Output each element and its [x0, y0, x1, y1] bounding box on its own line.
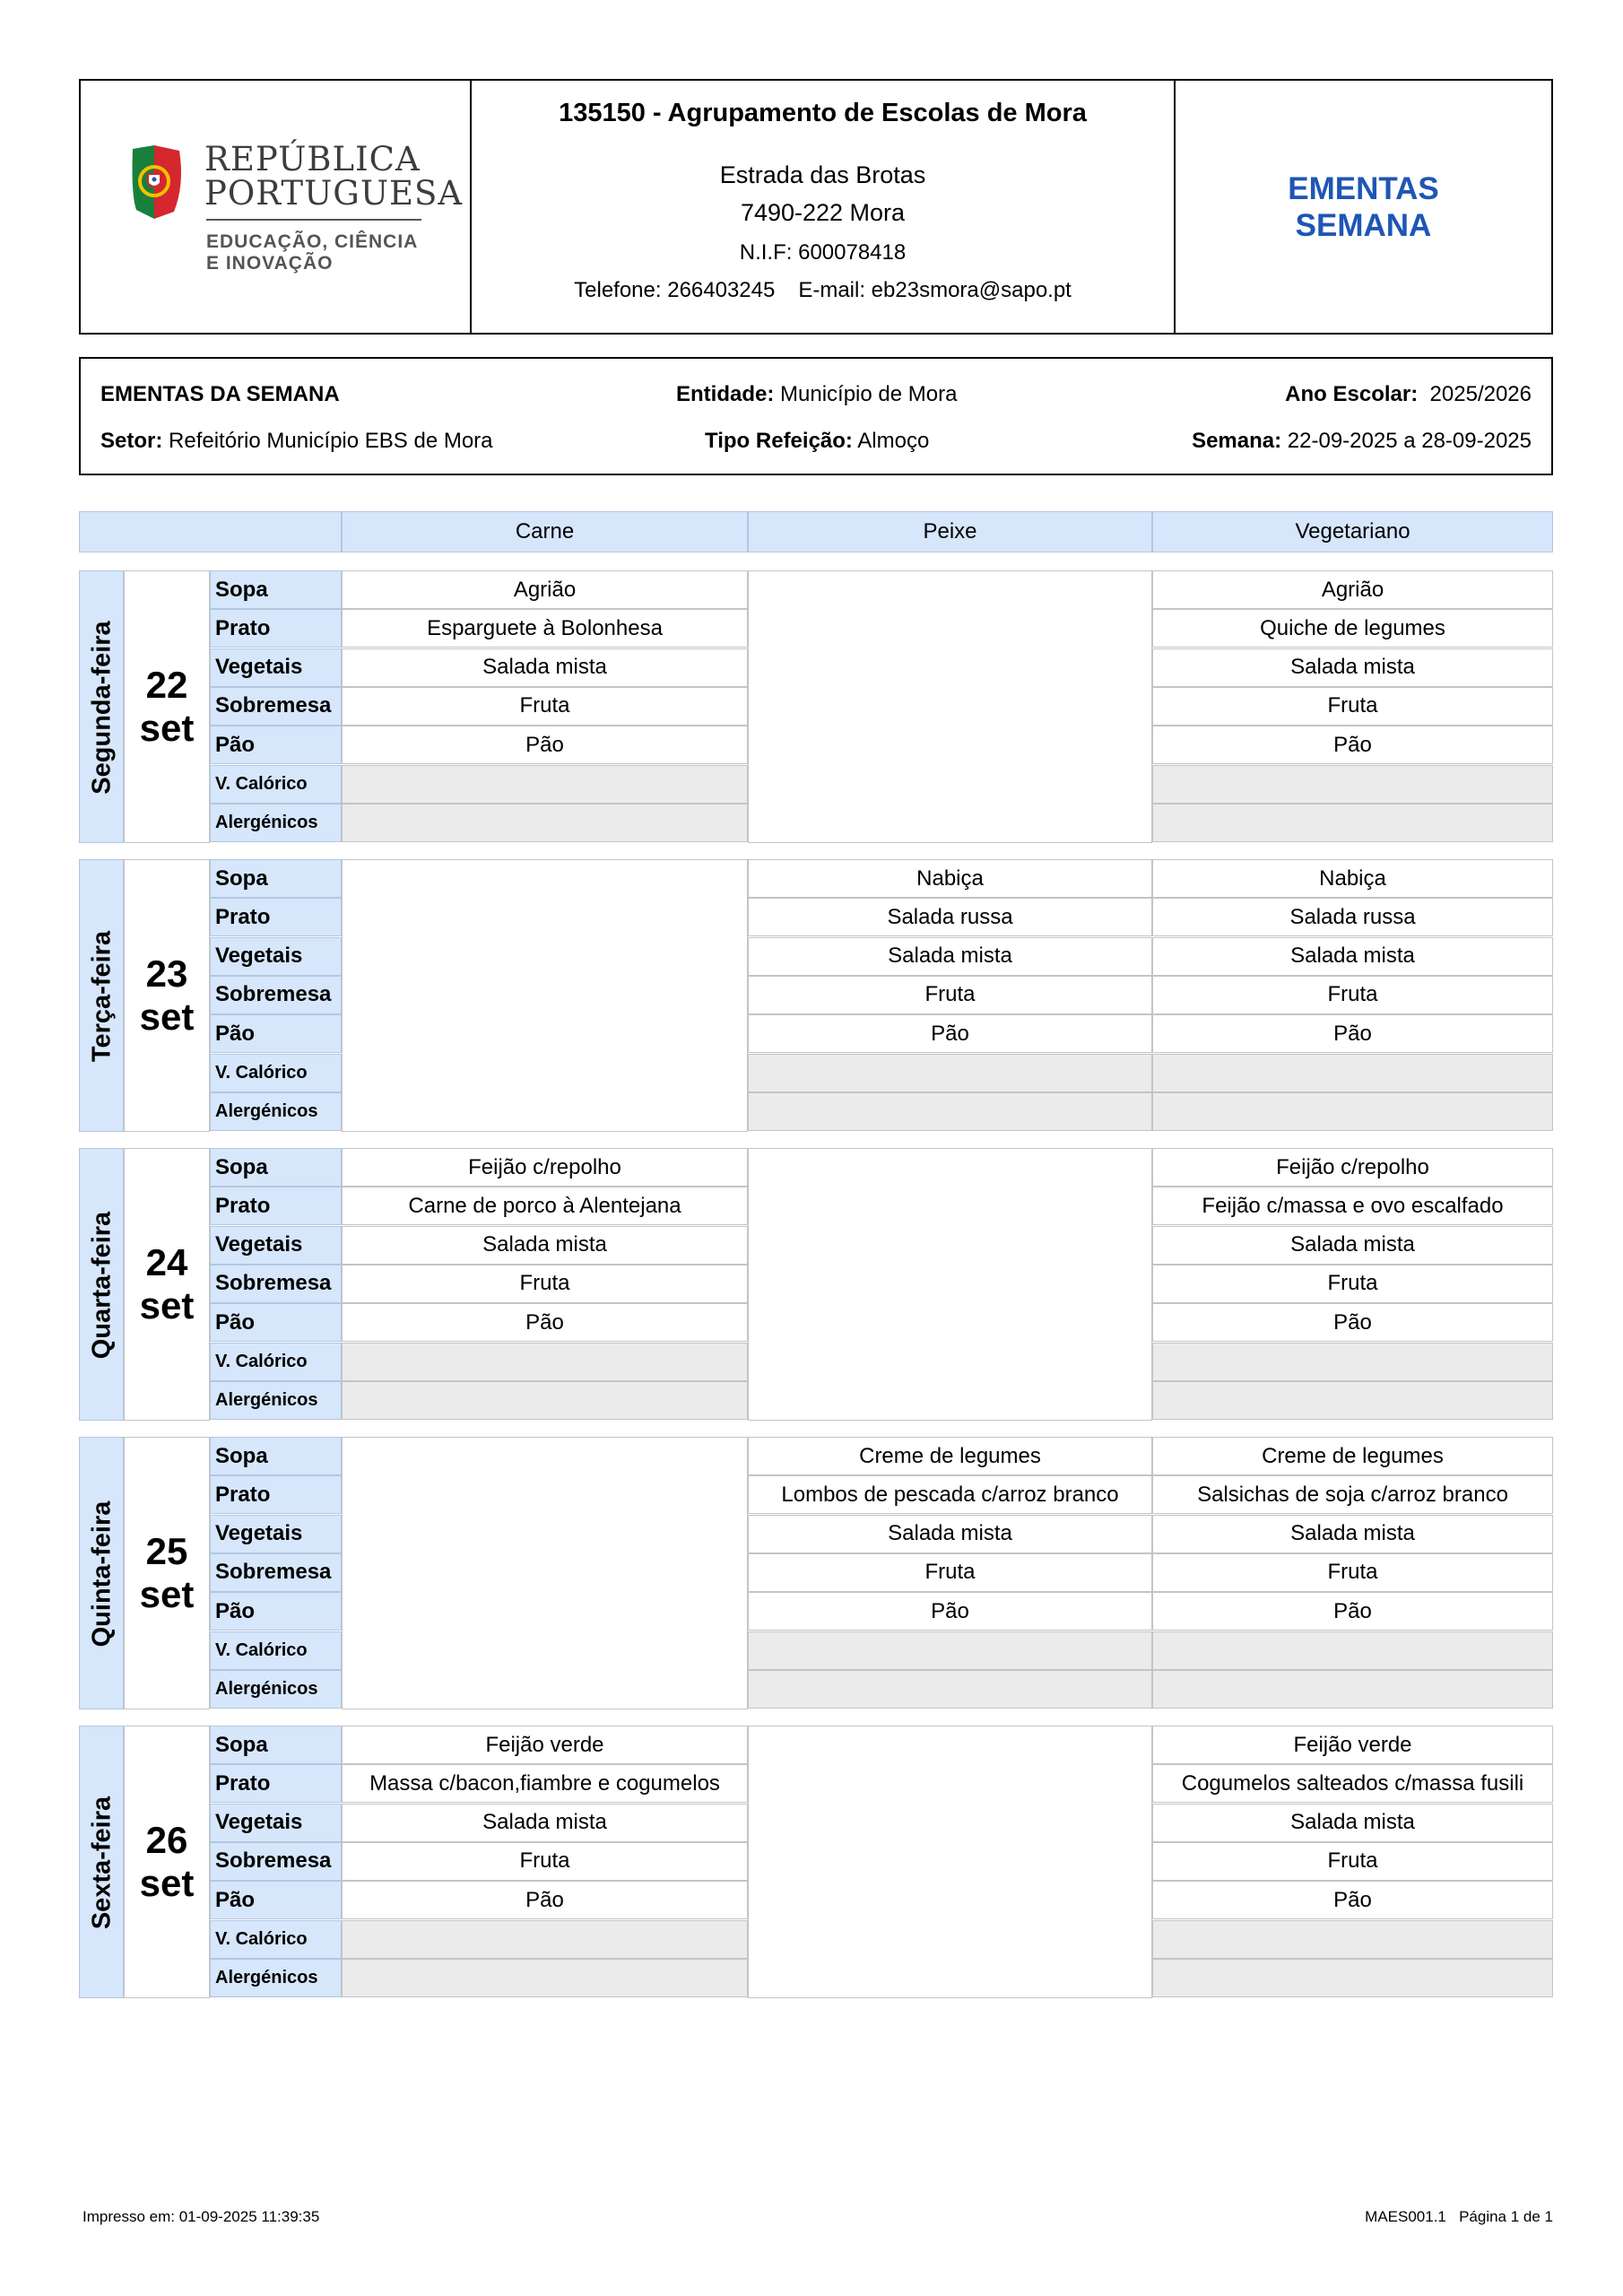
menu-cell-veg: Creme de legumes: [1152, 1437, 1553, 1475]
menu-cell-carne: Feijão c/repolho: [342, 1148, 748, 1187]
empty-menu-column: [748, 570, 1152, 843]
row-label: Sobremesa: [210, 1553, 342, 1592]
menu-cell-carne: Salada mista: [342, 1226, 748, 1265]
row-label: Sopa: [210, 1726, 342, 1764]
menu-cell-veg: Quiche de legumes: [1152, 609, 1553, 648]
row-label: Sopa: [210, 859, 342, 898]
row-label: Vegetais: [210, 1804, 342, 1842]
menu-cell-veg: [1152, 1054, 1553, 1092]
menu-cell-veg: Nabiça: [1152, 859, 1553, 898]
menu-cell-carne: [342, 1343, 748, 1381]
menu-cell-veg: Feijão c/repolho: [1152, 1148, 1553, 1187]
footer-code: MAES001.1: [1365, 2208, 1446, 2225]
day-name: Quarta-feira: [87, 1211, 117, 1360]
day-name: Sexta-feira: [87, 1796, 117, 1930]
day-block: [79, 859, 1553, 1132]
row-label: Prato: [210, 609, 342, 648]
menu-cell-peixe: Salada russa: [748, 898, 1152, 936]
logo-text-line3: EDUCAÇÃO, CIÊNCIA: [206, 231, 419, 252]
column-header-vegetariano: Vegetariano: [1152, 511, 1553, 552]
logo-text-line2: PORTUGUESA: [204, 174, 464, 213]
day-block: [79, 1148, 1553, 1421]
menu-cell-peixe: [748, 1631, 1152, 1670]
menu-cell-peixe: Salada mista: [748, 937, 1152, 976]
row-label: V. Calórico: [210, 1054, 342, 1092]
row-label: Prato: [210, 1187, 342, 1225]
footer-page: Página 1 de 1: [1459, 2208, 1553, 2225]
menu-cell-peixe: Pão: [748, 1014, 1152, 1053]
day-block: [79, 570, 1553, 843]
document-title: [1288, 170, 1439, 244]
row-label: Alergénicos: [210, 1670, 342, 1709]
menu-cell-veg: Pão: [1152, 726, 1553, 764]
day-month: set: [139, 707, 195, 749]
menu-cell-veg: Fruta: [1152, 976, 1553, 1014]
column-header-blank: [79, 511, 342, 552]
day-month: set: [139, 1573, 195, 1615]
menu-cell-veg: Salada mista: [1152, 1515, 1553, 1553]
row-label: V. Calórico: [210, 1631, 342, 1670]
day-month: set: [139, 1862, 195, 1904]
menu-cell-carne: [342, 1381, 748, 1420]
menu-cell-veg: Agrião: [1152, 570, 1553, 609]
school-contact: [472, 278, 1174, 303]
day-name: Terça-feira: [87, 930, 117, 1063]
row-label: Pão: [210, 1881, 342, 1919]
menu-cell-carne: Fruta: [342, 1842, 748, 1881]
menu-cell-peixe: [748, 1670, 1152, 1709]
menu-cell-veg: [1152, 1343, 1553, 1381]
row-label: Sopa: [210, 1148, 342, 1187]
document-title-block: [1176, 81, 1551, 333]
row-label: Pão: [210, 1014, 342, 1053]
menu-cell-peixe: Creme de legumes: [748, 1437, 1152, 1475]
menu-cell-carne: Agrião: [342, 570, 748, 609]
menu-cell-veg: Salada mista: [1152, 1804, 1553, 1842]
menu-cell-carne: Fruta: [342, 1265, 748, 1303]
row-label: Vegetais: [210, 648, 342, 687]
day-number: 23: [145, 952, 188, 995]
row-label: Alergénicos: [210, 1092, 342, 1131]
document-title-line2: SEMANA: [1295, 207, 1432, 243]
row-label: Alergénicos: [210, 804, 342, 842]
menu-cell-veg: [1152, 1959, 1553, 1997]
menu-cell-veg: Salada mista: [1152, 937, 1553, 976]
menu-cell-veg: Salada russa: [1152, 898, 1553, 936]
menu-cell-veg: Salada mista: [1152, 1226, 1553, 1265]
menu-cell-peixe: Lombos de pescada c/arroz branco: [748, 1475, 1152, 1514]
menu-cell-veg: [1152, 1092, 1553, 1131]
menu-cell-carne: Feijão verde: [342, 1726, 748, 1764]
row-label: Pão: [210, 1303, 342, 1342]
row-label: V. Calórico: [210, 1920, 342, 1959]
menu-cell-veg: Fruta: [1152, 1553, 1553, 1592]
row-label: Sopa: [210, 570, 342, 609]
school-info: [472, 81, 1176, 333]
empty-menu-column: [748, 1726, 1152, 1998]
menu-cell-carne: Pão: [342, 726, 748, 764]
row-label: Alergénicos: [210, 1381, 342, 1420]
column-header-peixe: Peixe: [748, 511, 1152, 552]
row-label: V. Calórico: [210, 765, 342, 804]
logo-block: [81, 81, 472, 333]
day-name-cell: [79, 1148, 124, 1421]
day-name: Quinta-feira: [87, 1500, 117, 1648]
row-label: Sobremesa: [210, 1842, 342, 1881]
day-block: [79, 1726, 1553, 1998]
menu-cell-peixe: [748, 1054, 1152, 1092]
day-month: set: [139, 1284, 195, 1326]
logo-text-line1: REPÚBLICA: [204, 140, 421, 178]
menu-cell-peixe: Fruta: [748, 1553, 1152, 1592]
column-header-carne: Carne: [342, 511, 748, 552]
menu-cell-veg: [1152, 1670, 1553, 1709]
day-name: Segunda-feira: [87, 621, 117, 795]
day-date-cell: [124, 1148, 210, 1421]
empty-menu-column: [748, 1148, 1152, 1421]
footer-page-info: [1365, 2208, 1553, 2226]
menu-cell-carne: [342, 1959, 748, 1997]
footer-printed: Impresso em: 01-09-2025 11:39:35: [82, 2208, 320, 2225]
row-label: Prato: [210, 1764, 342, 1803]
row-label: Sobremesa: [210, 1265, 342, 1303]
logo-divider: [206, 219, 421, 221]
menu-cell-carne: Salada mista: [342, 1804, 748, 1842]
row-label: Vegetais: [210, 1226, 342, 1265]
menu-cell-peixe: Nabiça: [748, 859, 1152, 898]
row-label: Pão: [210, 726, 342, 764]
row-label: Prato: [210, 1475, 342, 1514]
menu-cell-carne: Pão: [342, 1303, 748, 1342]
menu-cell-veg: Cogumelos salteados c/massa fusili: [1152, 1764, 1553, 1803]
menu-cell-veg: Feijão c/massa e ovo escalfado: [1152, 1187, 1553, 1225]
menu-cell-carne: [342, 804, 748, 842]
info-week: Semana: 22-09-2025 a 28-09-2025: [1192, 429, 1532, 453]
info-heading: EMENTAS DA SEMANA: [100, 382, 340, 406]
menu-cell-carne: Fruta: [342, 687, 748, 726]
day-name-cell: [79, 570, 124, 843]
school-address-postal: 7490-222 Mora: [740, 199, 906, 226]
menu-cell-peixe: Fruta: [748, 976, 1152, 1014]
menu-cell-peixe: Pão: [748, 1592, 1152, 1631]
day-date-cell: [124, 1437, 210, 1709]
menu-cell-veg: Pão: [1152, 1303, 1553, 1342]
day-number: 25: [145, 1530, 188, 1572]
row-label: Vegetais: [210, 937, 342, 976]
menu-cell-veg: Salada mista: [1152, 648, 1553, 687]
row-label: Alergénicos: [210, 1959, 342, 1997]
row-label: Sobremesa: [210, 687, 342, 726]
menu-cell-carne: Salada mista: [342, 648, 748, 687]
menu-cell-peixe: Salada mista: [748, 1515, 1152, 1553]
day-name-cell: [79, 1726, 124, 1998]
menu-cell-carne: Massa c/bacon,fiambre e cogumelos: [342, 1764, 748, 1803]
document-header: [79, 79, 1553, 335]
day-number: 24: [145, 1241, 188, 1283]
day-number: 26: [145, 1819, 188, 1861]
menu-cell-veg: Fruta: [1152, 687, 1553, 726]
school-address-street: Estrada das Brotas: [719, 161, 926, 188]
menu-cell-veg: Salsichas de soja c/arroz branco: [1152, 1475, 1553, 1514]
info-meal-type: Tipo Refeição: Almoço: [705, 429, 930, 453]
menu-cell-carne: [342, 1920, 748, 1959]
menu-cell-veg: [1152, 1631, 1553, 1670]
day-month: set: [139, 996, 195, 1038]
logo-text-line4: E INOVAÇÃO: [206, 253, 334, 274]
menu-cell-veg: Pão: [1152, 1592, 1553, 1631]
portugal-flag-icon: [127, 140, 187, 222]
menu-cell-veg: [1152, 1920, 1553, 1959]
menu-cell-carne: Pão: [342, 1881, 748, 1919]
empty-menu-column: [342, 859, 748, 1132]
row-label: V. Calórico: [210, 1343, 342, 1381]
day-date-cell: [124, 859, 210, 1132]
menu-cell-veg: Feijão verde: [1152, 1726, 1553, 1764]
row-label: Sopa: [210, 1437, 342, 1475]
menu-cell-peixe: [748, 1092, 1152, 1131]
school-nif: N.I.F: 600078418: [739, 240, 907, 265]
info-school-year: Ano Escolar: 2025/2026: [1285, 382, 1532, 406]
day-number: 22: [145, 664, 188, 706]
row-label: Sobremesa: [210, 976, 342, 1014]
day-date-cell: [124, 1726, 210, 1998]
school-email: E-mail: eb23smora@sapo.pt: [798, 278, 1072, 302]
day-block: [79, 1437, 1553, 1709]
menu-cell-veg: Fruta: [1152, 1265, 1553, 1303]
menu-cell-carne: Carne de porco à Alentejana: [342, 1187, 748, 1225]
row-label: Pão: [210, 1592, 342, 1631]
document-title-line1: EMENTAS: [1288, 170, 1439, 206]
menu-cell-carne: [342, 765, 748, 804]
day-name-cell: [79, 1437, 124, 1709]
menu-cell-veg: Pão: [1152, 1014, 1553, 1053]
school-phone: Telefone: 266403245: [574, 278, 776, 302]
menu-cell-veg: Fruta: [1152, 1842, 1553, 1881]
day-name-cell: [79, 859, 124, 1132]
week-info-box: [79, 357, 1553, 475]
menu-cell-veg: [1152, 804, 1553, 842]
menu-cell-veg: [1152, 765, 1553, 804]
row-label: Vegetais: [210, 1515, 342, 1553]
menu-cell-veg: [1152, 1381, 1553, 1420]
day-date-cell: [124, 570, 210, 843]
empty-menu-column: [342, 1437, 748, 1709]
info-sector: Setor: Refeitório Município EBS de Mora: [100, 429, 493, 453]
info-entity: Entidade: Município de Mora: [676, 382, 958, 406]
school-name: 135150 - Agrupamento de Escolas de Mora: [559, 99, 1087, 127]
menu-cell-veg: Pão: [1152, 1881, 1553, 1919]
row-label: Prato: [210, 898, 342, 936]
menu-cell-carne: Esparguete à Bolonhesa: [342, 609, 748, 648]
